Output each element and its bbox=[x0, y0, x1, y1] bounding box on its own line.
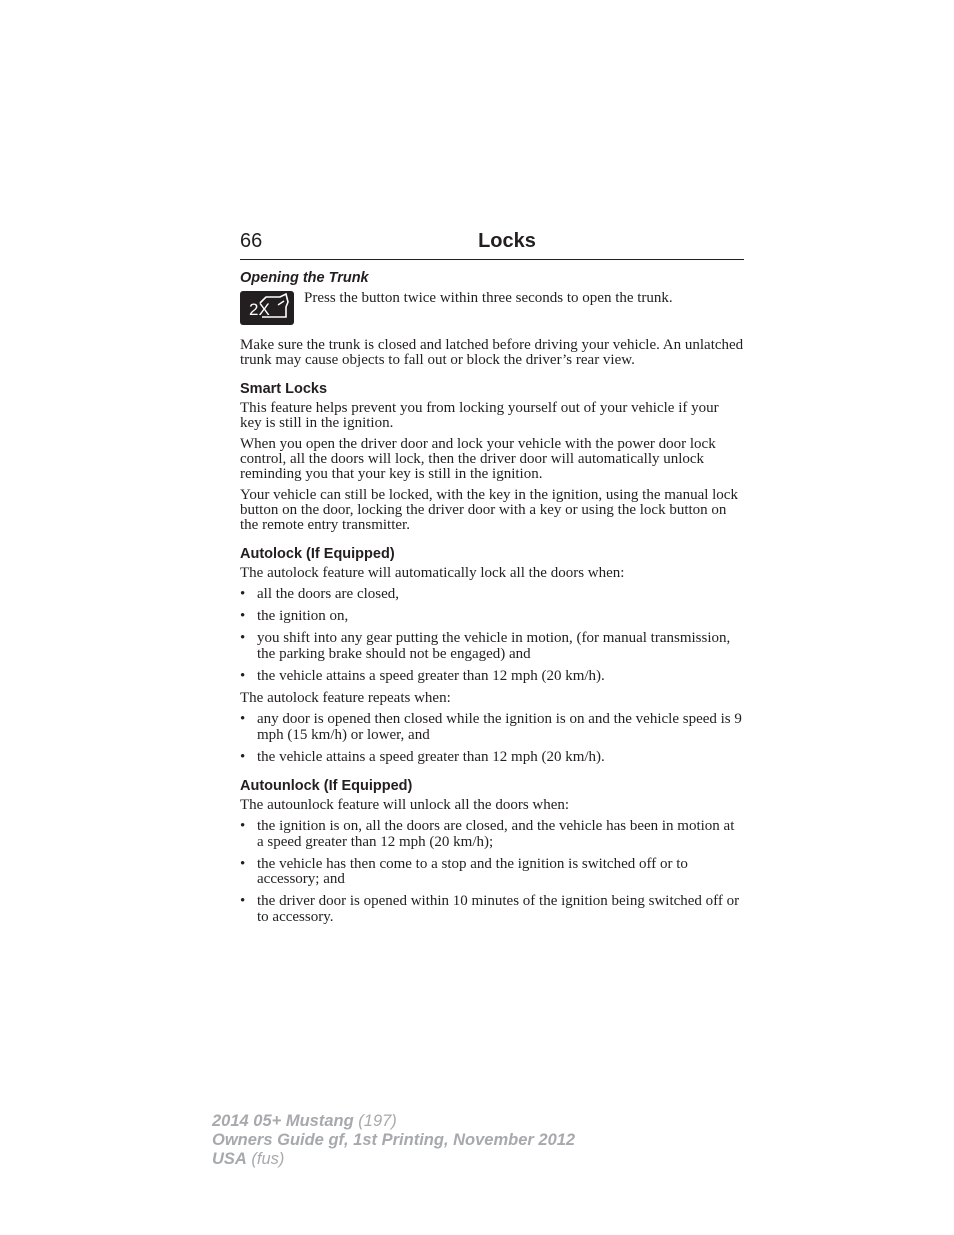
smart-locks-paragraph-1: This feature helps prevent you from locking yourself out of your vehicle if your key is still in the ignition. bbox=[240, 400, 719, 431]
list-item: • the driver door is opened within 10 minutes of the ignition being switched off or to accessory. bbox=[240, 893, 740, 925]
trunk-instruction: Press the button twice within three seconds to open the trunk. bbox=[304, 290, 673, 306]
list-item: • all the doors are closed, bbox=[240, 586, 400, 602]
autounlock-intro: The autounlock feature will unlock all the doors when: bbox=[240, 797, 570, 813]
footer-line-3: USA (fus) bbox=[212, 1150, 285, 1168]
section-title: Locks bbox=[478, 230, 536, 252]
list-item: • the ignition is on, all the doors are closed, and the vehicle has been in motion at a speed greater than 12 mph (20 km/h); bbox=[240, 818, 735, 850]
autounlock-heading: Autounlock (If Equipped) bbox=[240, 778, 413, 794]
page-footer bbox=[212, 1112, 575, 1169]
list-item: • the ignition on, bbox=[240, 608, 349, 624]
autolock-intro: The autolock feature will automatically lock all the doors when: bbox=[240, 565, 625, 581]
page-number: 66 bbox=[240, 230, 263, 252]
autolock-heading: Autolock (If Equipped) bbox=[240, 546, 395, 562]
list-item: • the vehicle has then come to a stop and the ignition is switched off or to accessory; and bbox=[240, 855, 688, 887]
list-item: • you shift into any gear putting the vehicle in motion, (for manual transmission, the parking brake should not be engaged) and bbox=[240, 630, 731, 662]
footer-line-1: 2014 05+ Mustang (197) bbox=[212, 1112, 397, 1130]
footer-line-2: Owners Guide gf, 1st Printing, November 2012 bbox=[212, 1131, 576, 1149]
autounlock-list bbox=[240, 819, 744, 925]
manual-page bbox=[240, 230, 744, 925]
autolock-list bbox=[240, 587, 744, 684]
trunk-icon-label: 2X bbox=[249, 300, 270, 319]
opening-trunk-heading: Opening the Trunk bbox=[240, 270, 369, 286]
trunk-warning: Make sure the trunk is closed and latched before driving your vehicle. An unlatched trunk may cause objects to fall out or block the driver’s rear view. bbox=[240, 337, 744, 368]
trunk-instruction-row bbox=[240, 291, 744, 329]
autolock-repeat-list bbox=[240, 712, 744, 765]
smart-locks-heading: Smart Locks bbox=[240, 381, 328, 397]
page-header bbox=[240, 230, 744, 260]
smart-locks-paragraph-3: Your vehicle can still be locked, with the key in the ignition, using the manual lock button on the door, locking the driver door with a key or using the lock button on the remote entry transmitter. bbox=[240, 487, 738, 533]
trunk-2x-icon bbox=[240, 291, 294, 325]
list-item: • the vehicle attains a speed greater than 12 mph (20 km/h). bbox=[240, 748, 605, 765]
smart-locks-paragraph-2: When you open the driver door and lock your vehicle with the power door lock control, all the doors will lock, then the driver door will automatically unlock reminding you that your key is still in the ignition. bbox=[240, 436, 716, 482]
autolock-repeat-intro: The autolock feature repeats when: bbox=[240, 690, 451, 706]
list-item: • any door is opened then closed while the ignition is on and the vehicle speed is 9 mph (15 km/h) or lower, and bbox=[240, 711, 742, 743]
list-item: • the vehicle attains a speed greater than 12 mph (20 km/h). bbox=[240, 667, 605, 684]
